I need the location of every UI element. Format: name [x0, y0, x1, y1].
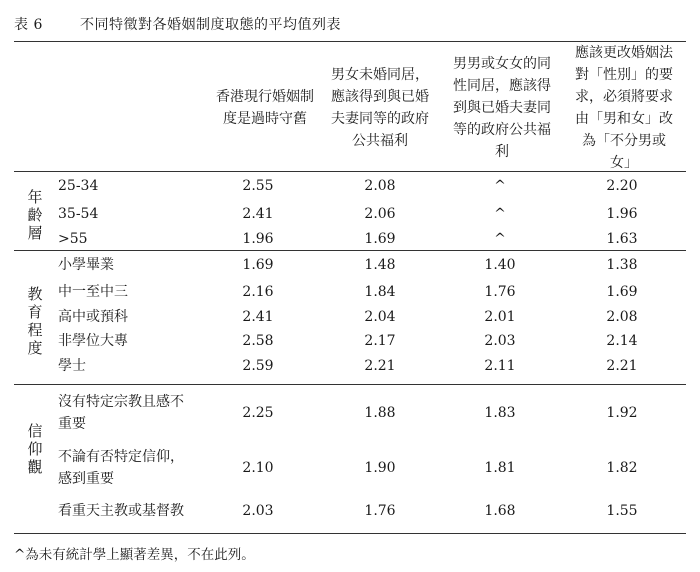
table-cell: 2.08: [606, 309, 638, 325]
table-cell: 2.06: [364, 206, 396, 222]
row-label: >55: [58, 231, 88, 247]
table-cell: ^: [494, 206, 506, 222]
table-cell: 1.88: [364, 405, 396, 421]
group-divider: [14, 384, 686, 385]
table-cell: 2.14: [606, 333, 638, 349]
table-cell: 1.68: [484, 503, 516, 519]
table-cell: 1.76: [364, 503, 396, 519]
table-cell: 1.69: [242, 257, 274, 273]
table-cell: 2.41: [242, 206, 274, 222]
row-label: 沒有特定宗教且感不 重要: [58, 394, 184, 432]
table-cell: 1.55: [606, 503, 638, 519]
table-cell: 1.83: [484, 405, 516, 421]
row-label: 非學位大專: [58, 333, 128, 349]
table-cell: 2.25: [242, 405, 274, 421]
table-cell: ^: [494, 178, 506, 194]
column-header-2: 男女未婚同居， 應該得到與已婚 夫妻同等的政府 公共福利: [331, 67, 429, 149]
table-cell: 2.59: [242, 358, 274, 374]
table-cell: 2.04: [364, 309, 396, 325]
table-cell: 1.96: [242, 231, 274, 247]
row-label: 不論有否特定信仰， 感到重要: [58, 449, 184, 487]
row-label: 小學畢業: [58, 257, 114, 273]
group-label: 年 齡 層: [27, 188, 43, 242]
column-header-1: 香港現行婚姻制 度是過時守舊: [216, 89, 314, 127]
table-cell: 1.69: [606, 284, 638, 300]
footnote: ^為未有統計學上顯著差異，不在此列。: [14, 547, 255, 563]
table-cell: 2.20: [606, 178, 638, 194]
table-cell: 2.21: [606, 358, 638, 374]
table-cell: 1.63: [606, 231, 638, 247]
table-cell: 2.03: [242, 503, 274, 519]
table-cell: 2.10: [242, 460, 274, 476]
group-label: 信 仰 觀: [27, 422, 43, 476]
table-cell: 2.55: [242, 178, 274, 194]
table-cell: 1.90: [364, 460, 396, 476]
table-cell: 2.01: [484, 309, 516, 325]
row-label: 看重天主教或基督教: [58, 503, 184, 519]
table-cell: 1.82: [606, 460, 638, 476]
table-cell: 2.11: [484, 358, 516, 374]
row-label: 中一至中三: [58, 284, 128, 300]
table-cell: 1.76: [484, 284, 516, 300]
table-cell: 1.96: [606, 206, 638, 222]
row-label: 35-54: [58, 206, 99, 222]
table-cell: 1.69: [364, 231, 396, 247]
column-header-3: 男男或女女的同 性同居，應該得 到與已婚夫妻同 等的政府公共福 利: [453, 56, 551, 160]
table-cell: 2.58: [242, 333, 274, 349]
group-divider: [14, 250, 686, 251]
table-caption: [14, 14, 341, 34]
table-cell: 2.16: [242, 284, 274, 300]
table-cell: 2.17: [364, 333, 396, 349]
table-cell: 1.81: [484, 460, 516, 476]
column-header-4: 應該更改婚姻法 對「性別」的要 求，必須將要求 由「男和女」改 為「不分男或 女」: [575, 45, 673, 171]
table-cell: 2.41: [242, 309, 274, 325]
table-cell: 1.48: [364, 257, 396, 273]
table-cell: ^: [494, 231, 506, 247]
table-cell: 2.21: [364, 358, 396, 374]
table-cell: 1.40: [484, 257, 516, 273]
table-cell: 1.92: [606, 405, 638, 421]
table-cell: 1.38: [606, 257, 638, 273]
bottom-rule: [14, 533, 686, 534]
table-number: 表 6: [14, 17, 43, 33]
table-cell: 1.84: [364, 284, 396, 300]
table-cell: 2.03: [484, 333, 516, 349]
header-rule: [14, 171, 686, 172]
row-label: 25-34: [58, 178, 99, 194]
row-label: 學士: [58, 358, 86, 374]
table-cell: 2.08: [364, 178, 396, 194]
group-label: 教 育 程 度: [27, 285, 43, 357]
table-title: 不同特徵對各婚姻制度取態的平均值列表: [80, 17, 341, 33]
row-label: 高中或預科: [58, 309, 128, 325]
